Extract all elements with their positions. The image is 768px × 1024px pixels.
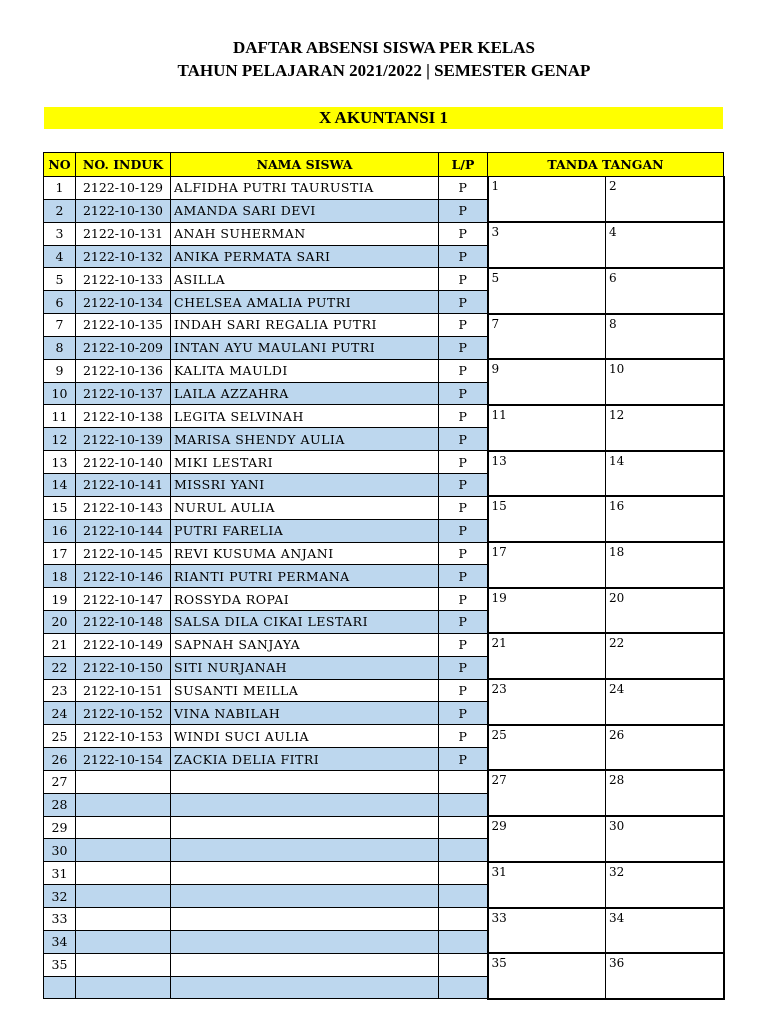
signature-box-left[interactable]: 13 (488, 451, 606, 497)
table-row (44, 679, 724, 702)
student-gender: P (439, 222, 488, 245)
signature-box-left[interactable]: 7 (488, 314, 606, 360)
student-gender: P (439, 656, 488, 679)
student-id (76, 793, 171, 816)
student-id: 2122-10-132 (76, 245, 171, 268)
row-number: 11 (44, 405, 76, 428)
student-id: 2122-10-139 (76, 428, 171, 451)
student-name: ALFIDHA PUTRI TAURUSTIA (171, 177, 439, 200)
student-id: 2122-10-152 (76, 702, 171, 725)
student-name (171, 770, 439, 793)
student-gender: P (439, 245, 488, 268)
row-number: 15 (44, 496, 76, 519)
row-number (44, 976, 76, 999)
student-name (171, 816, 439, 839)
student-gender: P (439, 405, 488, 428)
row-number: 27 (44, 770, 76, 793)
student-id: 2122-10-134 (76, 291, 171, 314)
student-gender: P (439, 496, 488, 519)
row-number: 19 (44, 588, 76, 611)
signature-box-right[interactable]: 14 (606, 451, 724, 497)
signature-box-left[interactable]: 15 (488, 496, 606, 542)
row-number: 14 (44, 473, 76, 496)
student-id: 2122-10-151 (76, 679, 171, 702)
row-number: 29 (44, 816, 76, 839)
class-name-banner: X AKUNTANSI 1 (44, 107, 723, 129)
student-name (171, 793, 439, 816)
signature-box-left[interactable]: 35 (488, 953, 606, 999)
student-id: 2122-10-141 (76, 473, 171, 496)
student-name: ROSSYDA ROPAI (171, 588, 439, 611)
row-number: 2 (44, 199, 76, 222)
row-number: 1 (44, 177, 76, 200)
signature-box-left[interactable]: 11 (488, 405, 606, 451)
signature-box-right[interactable]: 30 (606, 816, 724, 862)
signature-box-left[interactable]: 31 (488, 862, 606, 908)
student-name: AMANDA SARI DEVI (171, 199, 439, 222)
student-id: 2122-10-153 (76, 725, 171, 748)
student-gender (439, 816, 488, 839)
header-row (44, 153, 724, 177)
table-row (44, 405, 724, 428)
row-number: 16 (44, 519, 76, 542)
student-name (171, 930, 439, 953)
student-id: 2122-10-131 (76, 222, 171, 245)
signature-box-right[interactable]: 24 (606, 679, 724, 725)
signature-box-left[interactable]: 17 (488, 542, 606, 588)
student-gender: P (439, 702, 488, 725)
student-gender (439, 885, 488, 908)
table-row (44, 588, 724, 611)
student-gender: P (439, 199, 488, 222)
student-name: LAILA AZZAHRA (171, 382, 439, 405)
student-id (76, 930, 171, 953)
student-id: 2122-10-146 (76, 565, 171, 588)
table-row (44, 725, 724, 748)
student-id: 2122-10-135 (76, 314, 171, 337)
student-name: ZACKIA DELIA FITRI (171, 748, 439, 771)
student-gender: P (439, 336, 488, 359)
student-name: PUTRI FARELIA (171, 519, 439, 542)
student-id: 2122-10-150 (76, 656, 171, 679)
student-name: ASILLA (171, 268, 439, 291)
row-number: 18 (44, 565, 76, 588)
student-name (171, 885, 439, 908)
student-id: 2122-10-145 (76, 542, 171, 565)
student-name (171, 953, 439, 976)
table-row (44, 359, 724, 382)
student-name: CHELSEA AMALIA PUTRI (171, 291, 439, 314)
student-name: KALITA MAULDI (171, 359, 439, 382)
row-number: 30 (44, 839, 76, 862)
student-gender (439, 793, 488, 816)
row-number: 33 (44, 908, 76, 931)
student-id (76, 976, 171, 999)
student-gender: P (439, 314, 488, 337)
student-name: SUSANTI MEILLA (171, 679, 439, 702)
student-id (76, 885, 171, 908)
row-number: 3 (44, 222, 76, 245)
student-name: ANIKA PERMATA SARI (171, 245, 439, 268)
student-id (76, 953, 171, 976)
signature-box-right[interactable]: 4 (606, 222, 724, 268)
student-gender: P (439, 611, 488, 634)
student-gender: P (439, 679, 488, 702)
table-row (44, 862, 724, 885)
student-gender (439, 930, 488, 953)
student-name: REVI KUSUMA ANJANI (171, 542, 439, 565)
student-gender (439, 976, 488, 999)
row-number: 7 (44, 314, 76, 337)
table-row (44, 496, 724, 519)
student-id: 2122-10-140 (76, 451, 171, 474)
student-name: MISSRI YANI (171, 473, 439, 496)
student-id: 2122-10-148 (76, 611, 171, 634)
signature-box-right[interactable]: 20 (606, 588, 724, 634)
student-id: 2122-10-209 (76, 336, 171, 359)
student-name: INDAH SARI REGALIA PUTRI (171, 314, 439, 337)
signature-box-left[interactable]: 21 (488, 633, 606, 679)
student-id (76, 839, 171, 862)
student-id: 2122-10-147 (76, 588, 171, 611)
table-row (44, 177, 724, 200)
student-gender: P (439, 633, 488, 656)
row-number: 10 (44, 382, 76, 405)
signature-box-right[interactable]: 2 (606, 177, 724, 223)
signature-box-left[interactable]: 23 (488, 679, 606, 725)
student-gender (439, 839, 488, 862)
student-gender: P (439, 268, 488, 291)
table-row (44, 314, 724, 337)
signature-box-left[interactable]: 19 (488, 588, 606, 634)
row-number: 13 (44, 451, 76, 474)
signature-box-left[interactable]: 33 (488, 908, 606, 954)
student-id: 2122-10-143 (76, 496, 171, 519)
table-row (44, 908, 724, 931)
student-gender (439, 862, 488, 885)
signature-box-right[interactable]: 36 (606, 953, 724, 999)
signature-box-left[interactable]: 5 (488, 268, 606, 314)
student-name: RIANTI PUTRI PERMANA (171, 565, 439, 588)
student-gender: P (439, 359, 488, 382)
signature-box-right[interactable]: 12 (606, 405, 724, 451)
student-gender: P (439, 291, 488, 314)
table-row (44, 633, 724, 656)
student-name (171, 908, 439, 931)
row-number: 28 (44, 793, 76, 816)
row-number: 6 (44, 291, 76, 314)
signature-box-right[interactable]: 34 (606, 908, 724, 954)
student-gender: P (439, 473, 488, 496)
student-id (76, 816, 171, 839)
table-row (44, 953, 724, 976)
student-gender: P (439, 382, 488, 405)
student-name: SITI NURJANAH (171, 656, 439, 679)
row-number: 26 (44, 748, 76, 771)
row-number: 4 (44, 245, 76, 268)
student-id: 2122-10-133 (76, 268, 171, 291)
school-year-subtitle: TAHUN PELAJARAN 2021/2022 | SEMESTER GENAP (177, 61, 591, 80)
student-id: 2122-10-136 (76, 359, 171, 382)
signature-box-right[interactable]: 32 (606, 862, 724, 908)
student-gender: P (439, 519, 488, 542)
signature-box-left[interactable]: 27 (488, 770, 606, 816)
student-gender (439, 908, 488, 931)
col-header-lp: L/P (439, 153, 488, 177)
row-number: 24 (44, 702, 76, 725)
signature-box-right[interactable]: 26 (606, 725, 724, 771)
student-gender (439, 953, 488, 976)
student-id (76, 770, 171, 793)
attendance-body (44, 177, 724, 999)
row-number: 35 (44, 953, 76, 976)
student-id: 2122-10-130 (76, 199, 171, 222)
student-name (171, 976, 439, 999)
signature-box-left[interactable]: 29 (488, 816, 606, 862)
student-name: MIKI LESTARI (171, 451, 439, 474)
row-number: 20 (44, 611, 76, 634)
signature-box-left[interactable]: 9 (488, 359, 606, 405)
table-row (44, 268, 724, 291)
student-name: SAPNAH SANJAYA (171, 633, 439, 656)
signature-box-right[interactable]: 18 (606, 542, 724, 588)
signature-box-right[interactable]: 10 (606, 359, 724, 405)
student-name (171, 862, 439, 885)
student-name: ANAH SUHERMAN (171, 222, 439, 245)
student-name (171, 839, 439, 862)
student-gender: P (439, 748, 488, 771)
signature-box-left[interactable]: 3 (488, 222, 606, 268)
signature-box-left[interactable]: 25 (488, 725, 606, 771)
student-name: LEGITA SELVINAH (171, 405, 439, 428)
row-number: 34 (44, 930, 76, 953)
student-gender: P (439, 542, 488, 565)
row-number: 17 (44, 542, 76, 565)
table-row (44, 222, 724, 245)
col-header-no: NO (44, 153, 76, 177)
document-title: DAFTAR ABSENSI SISWA PER KELAS (233, 38, 535, 57)
student-gender: P (439, 565, 488, 588)
student-gender: P (439, 451, 488, 474)
row-number: 8 (44, 336, 76, 359)
student-name: SALSA DILA CIKAI LESTARI (171, 611, 439, 634)
signature-box-right[interactable]: 16 (606, 496, 724, 542)
table-row (44, 770, 724, 793)
student-name: INTAN AYU MAULANI PUTRI (171, 336, 439, 359)
student-name: MARISA SHENDY AULIA (171, 428, 439, 451)
col-header-nama: NAMA SISWA (171, 153, 439, 177)
student-id (76, 908, 171, 931)
student-gender: P (439, 177, 488, 200)
signature-box-right[interactable]: 8 (606, 314, 724, 360)
row-number: 32 (44, 885, 76, 908)
student-id: 2122-10-154 (76, 748, 171, 771)
row-number: 9 (44, 359, 76, 382)
student-id: 2122-10-129 (76, 177, 171, 200)
student-id (76, 862, 171, 885)
student-id: 2122-10-144 (76, 519, 171, 542)
student-gender (439, 770, 488, 793)
student-id: 2122-10-149 (76, 633, 171, 656)
col-header-tanda-tangan: TANDA TANGAN (488, 153, 724, 177)
attendance-table (43, 152, 725, 1000)
student-name: NURUL AULIA (171, 496, 439, 519)
signature-box-left[interactable]: 1 (488, 177, 606, 223)
table-row (44, 542, 724, 565)
student-id: 2122-10-138 (76, 405, 171, 428)
signature-box-right[interactable]: 22 (606, 633, 724, 679)
student-gender: P (439, 725, 488, 748)
signature-box-right[interactable]: 6 (606, 268, 724, 314)
table-row (44, 816, 724, 839)
row-number: 22 (44, 656, 76, 679)
student-gender: P (439, 588, 488, 611)
student-id: 2122-10-137 (76, 382, 171, 405)
signature-box-right[interactable]: 28 (606, 770, 724, 816)
table-row (44, 451, 724, 474)
col-header-induk: NO. INDUK (76, 153, 171, 177)
student-name: WINDI SUCI AULIA (171, 725, 439, 748)
student-gender: P (439, 428, 488, 451)
row-number: 21 (44, 633, 76, 656)
row-number: 31 (44, 862, 76, 885)
row-number: 25 (44, 725, 76, 748)
student-name: VINA NABILAH (171, 702, 439, 725)
row-number: 12 (44, 428, 76, 451)
row-number: 5 (44, 268, 76, 291)
row-number: 23 (44, 679, 76, 702)
